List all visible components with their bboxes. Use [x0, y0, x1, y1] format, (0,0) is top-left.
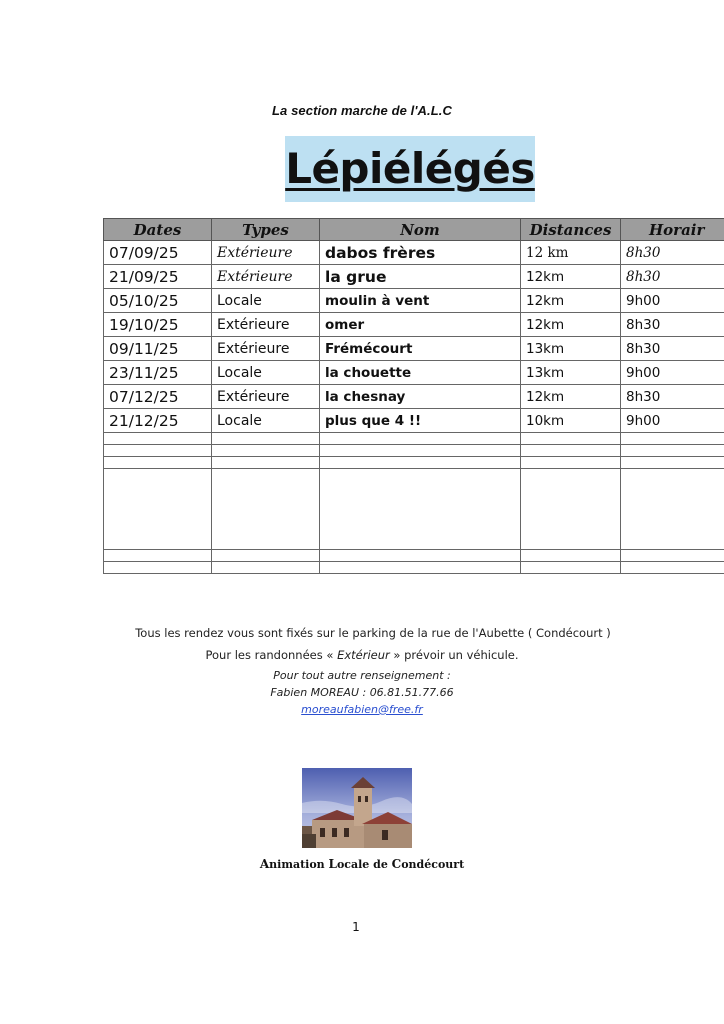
table-row [104, 313, 724, 337]
cell-type: Extérieure [212, 385, 320, 409]
cell-horaire: 9h00 [621, 361, 724, 385]
table-row [104, 409, 724, 433]
cell-nom: dabos frères [320, 241, 521, 265]
cell-horaire: 8h30 [621, 313, 724, 337]
cell-type: Extérieure [212, 265, 320, 289]
footer-letter-l: L [328, 857, 337, 871]
cell-distance: 12km [521, 313, 621, 337]
vehicle-note-prefix: Pour les randonnées « [205, 648, 338, 662]
section-title: La section marche de l'A.L.C [272, 103, 452, 118]
cell-distance: 12 km [521, 241, 621, 265]
empty-row [104, 433, 724, 445]
cell-type: Extérieure [212, 241, 320, 265]
cell-horaire: 8h30 [621, 337, 724, 361]
header-dates: Dates [104, 219, 212, 241]
cell-distance: 12km [521, 289, 621, 313]
empty-row [104, 550, 724, 562]
cell-nom: moulin à vent [320, 289, 521, 313]
cell-date: 05/10/25 [104, 289, 212, 313]
table-row [104, 361, 724, 385]
header-nom: Nom [320, 219, 521, 241]
empty-row [104, 469, 724, 550]
cell-type: Locale [212, 361, 320, 385]
table-row [104, 337, 724, 361]
empty-row [104, 457, 724, 469]
empty-row [104, 562, 724, 574]
brand-title: Lépiélégés [285, 144, 535, 193]
header-distances: Distances [521, 219, 621, 241]
church-photo [302, 768, 412, 848]
cell-distance: 12km [521, 265, 621, 289]
cell-date: 23/11/25 [104, 361, 212, 385]
cell-nom: Frémécourt [320, 337, 521, 361]
contact-name-phone: Fabien MOREAU : 06.81.51.77.66 [270, 686, 454, 699]
cell-nom: plus que 4 !! [320, 409, 521, 433]
table-row [104, 265, 724, 289]
table-row [104, 289, 724, 313]
cell-type: Locale [212, 409, 320, 433]
header-horaire: Horair [621, 219, 724, 241]
cell-type: Extérieure [212, 337, 320, 361]
header-types: Types [212, 219, 320, 241]
footer-word-condecourt: ondécourt [401, 858, 465, 871]
vehicle-note [0, 648, 724, 662]
cell-date: 07/12/25 [104, 385, 212, 409]
cell-date: 09/11/25 [104, 337, 212, 361]
page-number: 1 [352, 920, 360, 934]
cell-horaire: 8h30 [621, 265, 724, 289]
vehicle-note-suffix: » prévoir un véhicule. [389, 648, 519, 662]
cell-date: 07/09/25 [104, 241, 212, 265]
cell-nom: la chouette [320, 361, 521, 385]
schedule-table [103, 218, 724, 574]
cell-date: 21/09/25 [104, 265, 212, 289]
cell-distance: 13km [521, 337, 621, 361]
footer-letter-a: A [259, 857, 270, 871]
footer-organization-name [0, 857, 724, 871]
vehicle-note-emphasis: Extérieur [337, 648, 390, 662]
cell-horaire: 9h00 [621, 409, 724, 433]
cell-type: Locale [212, 289, 320, 313]
table-row [104, 385, 724, 409]
contact-email-link[interactable]: moreaufabien@free.fr [301, 703, 423, 716]
cell-nom: la grue [320, 265, 521, 289]
footer-letter-c: C [391, 857, 402, 871]
table-row [104, 241, 724, 265]
cell-nom: la chesnay [320, 385, 521, 409]
cell-distance: 13km [521, 361, 621, 385]
cell-horaire: 8h30 [621, 385, 724, 409]
cell-distance: 10km [521, 409, 621, 433]
cell-horaire: 8h30 [621, 241, 724, 265]
footer-word-locale: ocale de [336, 858, 392, 871]
footer-word-animation: nimation [269, 858, 329, 871]
meeting-point-text: Tous les rendez vous sont fixés sur le parking de la rue de l'Aubette ( Condécourt ) [135, 626, 611, 640]
cell-date: 21/12/25 [104, 409, 212, 433]
empty-row [104, 445, 724, 457]
cell-date: 19/10/25 [104, 313, 212, 337]
table-header-row [104, 219, 724, 241]
cell-distance: 12km [521, 385, 621, 409]
contact-intro: Pour tout autre renseignement : [273, 669, 451, 682]
cell-nom: omer [320, 313, 521, 337]
cell-type: Extérieure [212, 313, 320, 337]
cell-horaire: 9h00 [621, 289, 724, 313]
schedule-table-wrapper [103, 218, 724, 574]
